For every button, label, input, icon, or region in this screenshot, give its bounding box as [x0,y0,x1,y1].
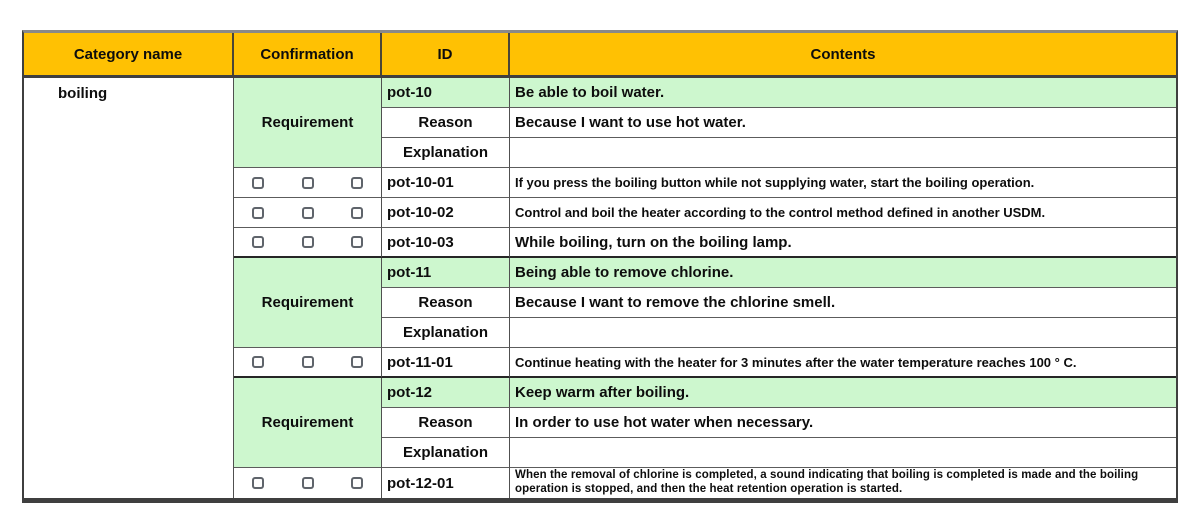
reason-label-pot-12: Reason [382,408,510,438]
confirmation-checkbox[interactable] [252,177,264,189]
id-cell-pot-10-02: pot-10-02 [382,198,510,228]
explanation-label-pot-10: Explanation [382,138,510,168]
id-cell-pot-10-03: pot-10-03 [382,228,510,258]
confirmation-checkbox[interactable] [252,207,264,219]
content-spec-pot-11-01: Continue heating with the heater for 3 minutes after the water temperature reaches 100 ° C. [510,348,1176,378]
confirmation-checkbox[interactable] [302,236,314,248]
confirmation-checkbox[interactable] [351,477,363,489]
id-cell-pot-12: pot-12 [382,378,510,408]
column-header-category: Category name [24,33,234,75]
content-requirement-pot-12: Keep warm after boiling. [510,378,1176,408]
column-header-id: ID [382,33,510,75]
confirmation-checkbox[interactable] [252,356,264,368]
reason-label-pot-10: Reason [382,108,510,138]
confirmation-cell-pot-12-01 [234,468,382,498]
content-spec-pot-10-02: Control and boil the heater according to the control method defined in another USDM. [510,198,1176,228]
reason-label-pot-11: Reason [382,288,510,318]
content-reason-pot-10: Because I want to use hot water. [510,108,1176,138]
explanation-label-pot-12: Explanation [382,438,510,468]
confirmation-cell-pot-10-01 [234,168,382,198]
category-cell: boiling [24,78,234,498]
id-cell-pot-12-01: pot-12-01 [382,468,510,498]
content-explanation-pot-12 [510,438,1176,468]
content-spec-pot-10-03: While boiling, turn on the boiling lamp. [510,228,1176,258]
confirmation-checkbox[interactable] [302,356,314,368]
confirmation-checkbox[interactable] [351,207,363,219]
content-reason-pot-11: Because I want to remove the chlorine smell. [510,288,1176,318]
confirmation-cell-pot-11-01 [234,348,382,378]
column-header-confirmation: Confirmation [234,33,382,75]
confirmation-checkbox[interactable] [302,477,314,489]
confirmation-checkbox[interactable] [252,477,264,489]
column-header-contents: Contents [810,45,876,63]
confirmation-cell-pot-10-03 [234,228,382,258]
confirmation-requirement-pot-12: Requirement [234,378,382,468]
confirmation-requirement-pot-11: Requirement [234,258,382,348]
confirmation-checkbox[interactable] [252,236,264,248]
confirmation-checkbox[interactable] [302,207,314,219]
content-spec-pot-12-01: When the removal of chlorine is completed, a sound indicating that boiling is completed is made and the boiling operation is stopped, and then the heat retention operation is started. [515,469,1139,495]
content-requirement-pot-11: Being able to remove chlorine. [510,258,1176,288]
requirements-table [22,30,1178,503]
id-cell-pot-11: pot-11 [382,258,510,288]
explanation-label-pot-11: Explanation [382,318,510,348]
content-explanation-pot-10 [510,138,1176,168]
id-cell-pot-11-01: pot-11-01 [382,348,510,378]
confirmation-checkbox[interactable] [351,236,363,248]
confirmation-checkbox[interactable] [351,356,363,368]
confirmation-requirement-pot-10: Requirement [234,78,382,168]
content-spec-pot-10-01: If you press the boiling button while not supplying water, start the boiling operation. [510,168,1176,198]
id-cell-pot-10-01: pot-10-01 [382,168,510,198]
table-body [24,78,1176,498]
confirmation-checkbox[interactable] [351,177,363,189]
id-cell-pot-10: pot-10 [382,78,510,108]
content-requirement-pot-10: Be able to boil water. [510,78,1176,108]
confirmation-cell-pot-10-02 [234,198,382,228]
content-explanation-pot-11 [510,318,1176,348]
table-header-row [24,33,1176,78]
confirmation-checkbox[interactable] [302,177,314,189]
content-reason-pot-12: In order to use hot water when necessary. [510,408,1176,438]
